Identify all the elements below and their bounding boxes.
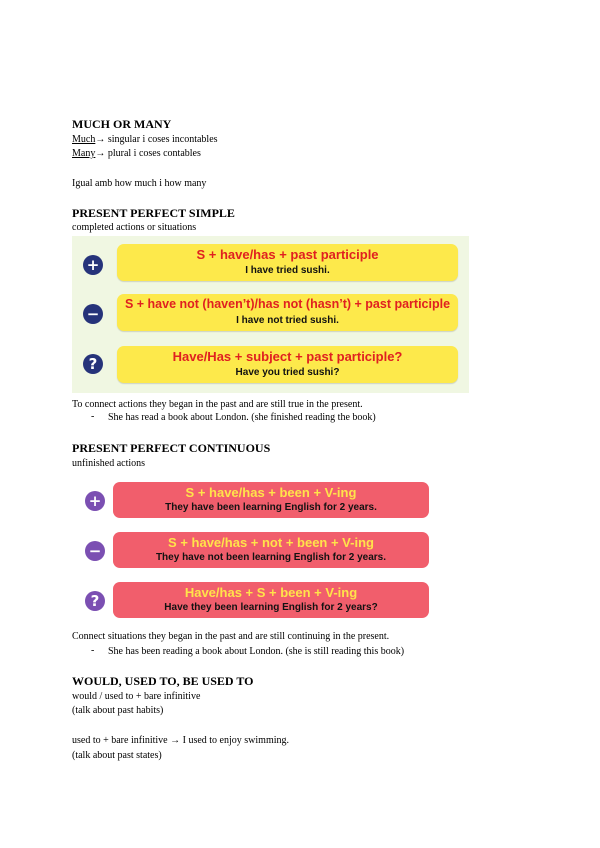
pps-question-example: Have you tried sushi?	[235, 367, 340, 378]
plus-icon: +	[83, 255, 103, 275]
ppc-question-formula: Have/has + S + been + V-ing	[184, 585, 358, 600]
ppc-question-row	[113, 582, 429, 618]
ppc-note: Connect situations they began in the past and are still continuing in the present.	[72, 631, 390, 642]
plus-icon: +	[85, 491, 105, 511]
pps-question-formula: Have/Has + subject + past participle?	[172, 349, 403, 364]
much-many-note: Igual amb how much i how many	[72, 178, 207, 189]
pps-formula-panel	[72, 236, 469, 393]
pps-affirmative-formula: S + have/has + past participle	[196, 247, 379, 262]
ppc-example-bullet: She has been reading a book about London. (she is still reading this book)	[108, 646, 405, 657]
ppc-negative-row	[113, 532, 429, 568]
minus-icon: −	[85, 541, 105, 561]
ppc-heading: PRESENT PERFECT CONTINUOUS	[72, 441, 271, 455]
question-icon: ?	[83, 354, 103, 374]
pps-note: To connect actions they began in the past and are still true in the present.	[72, 399, 363, 410]
many-line	[72, 147, 201, 160]
ppc-affirmative-formula: S + have/has + been + V-ing	[185, 485, 357, 500]
used-to-heading: WOULD, USED TO, BE USED TO	[72, 674, 254, 688]
pps-negative-formula: S + have not (haven’t)/has not (hasn’t) + past participle	[124, 297, 451, 311]
pps-example-bullet: She has read a book about London. (she finished reading the book)	[108, 412, 376, 423]
pps-affirmative-row	[117, 244, 458, 281]
ppc-negative-example: They have not been learning English for 2 years.	[155, 552, 387, 563]
ppc-bullet-marker: -	[91, 645, 95, 656]
used-to-line-3: used to + bare infinitive → I used to enjoy swimming.	[72, 735, 289, 746]
used-to-line-4: (talk about past states)	[72, 750, 162, 761]
pps-subtitle: completed actions or situations	[72, 222, 197, 233]
much-many-heading: MUCH OR MANY	[72, 117, 172, 131]
used-to-line-2: (talk about past habits)	[72, 705, 164, 716]
used-to-line-1: would / used to + bare infinitive	[72, 691, 201, 702]
ppc-negative-formula: S + have/has + not + been + V-ing	[168, 535, 374, 550]
pps-affirmative-example: I have tried sushi.	[245, 265, 330, 276]
much-line	[72, 133, 218, 146]
ppc-question-example: Have they been learning English for 2 years?	[164, 602, 378, 613]
ppc-subtitle: unfinished actions	[72, 458, 146, 469]
pps-negative-example: I have not tried sushi.	[236, 315, 339, 326]
pps-heading: PRESENT PERFECT SIMPLE	[72, 206, 235, 220]
pps-negative-row	[117, 294, 458, 331]
ppc-affirmative-example: They have been learning English for 2 years.	[165, 502, 377, 513]
pps-bullet-marker: -	[91, 411, 95, 422]
much-description: → singular i coses incontables	[95, 134, 218, 145]
much-word: Much	[72, 134, 96, 145]
minus-icon: −	[83, 304, 103, 324]
ppc-affirmative-row	[113, 482, 429, 518]
question-icon: ?	[85, 591, 105, 611]
many-description: → plural i coses contables	[95, 148, 201, 159]
pps-question-row	[117, 346, 458, 383]
many-word: Many	[72, 148, 96, 159]
